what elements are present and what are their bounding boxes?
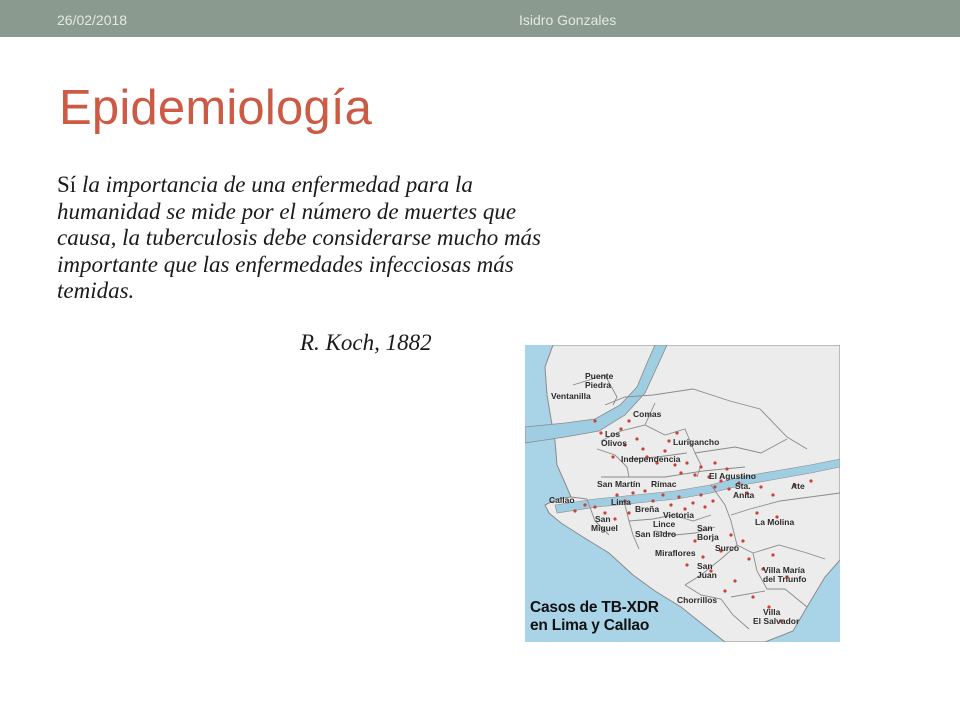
label-lima: Lima bbox=[611, 497, 631, 507]
header-bar bbox=[0, 0, 960, 37]
label-villa-maria-1: Villa María bbox=[763, 565, 805, 575]
label-rimac: Rímac bbox=[651, 479, 677, 489]
label-lurigancho: Lurigancho bbox=[673, 437, 720, 447]
map-graphic bbox=[525, 345, 840, 642]
label-villa-salvador-2: El Salvador bbox=[753, 616, 800, 626]
label-san-miguel-2: Miguel bbox=[591, 523, 618, 533]
label-brena: Breña bbox=[635, 504, 660, 514]
label-lince: Lince bbox=[653, 519, 676, 529]
label-miraflores: Miraflores bbox=[655, 548, 696, 558]
map-caption-line1: Casos de TB-XDR bbox=[530, 599, 659, 616]
label-villa-maria-2: del Triunfo bbox=[763, 574, 807, 584]
label-san-miguel-1: San bbox=[595, 514, 611, 524]
label-los-olivos-2: Olivos bbox=[601, 438, 627, 448]
label-los-olivos-1: Los bbox=[605, 429, 621, 439]
label-villa-salvador-1: Villa bbox=[763, 607, 781, 617]
label-comas: Comas bbox=[633, 409, 662, 419]
label-ate: Ate bbox=[791, 481, 805, 491]
slide-author: Isidro Gonzales bbox=[519, 12, 617, 28]
label-san-borja-2: Borja bbox=[697, 532, 719, 542]
label-puente-piedra-2: Piedra bbox=[585, 380, 611, 390]
label-sta-anita-1: Sta. bbox=[735, 481, 751, 491]
slide-date: 26/02/2018 bbox=[57, 12, 128, 28]
map-caption-line2: en Lima y Callao bbox=[530, 617, 650, 634]
label-san-isidro: San Isidro bbox=[635, 529, 677, 539]
lima-callao-map bbox=[525, 345, 840, 642]
label-ventanilla: Ventanilla bbox=[551, 391, 591, 401]
quote-lead: Sí bbox=[57, 172, 77, 197]
label-san-juan-1: San bbox=[697, 561, 713, 571]
label-chorrillos: Chorrillos bbox=[677, 595, 718, 605]
koch-quote bbox=[57, 172, 557, 305]
slide-title: Epidemiología bbox=[59, 81, 373, 135]
label-victoria: Victoria bbox=[663, 510, 695, 520]
label-surco: Surco bbox=[715, 543, 740, 553]
map-caption bbox=[530, 599, 659, 635]
label-puente-piedra-1: Puente bbox=[585, 371, 614, 381]
label-callao: Callao bbox=[549, 495, 575, 505]
label-la-molina: La Molina bbox=[755, 517, 795, 527]
label-el-agustino: El Agustino bbox=[709, 471, 756, 481]
quote-body: la importancia de una enfermedad para la humanidad se mide por el número de muertes que causa, la tuberculosis debe considerarse mucho más importante que las enfermedades infecciosas más temidas. bbox=[57, 172, 541, 303]
label-san-borja-1: San bbox=[697, 523, 713, 533]
label-san-martin: San Martín bbox=[597, 479, 641, 489]
quote-attribution: R. Koch, 1882 bbox=[300, 330, 432, 355]
label-sta-anita-2: Anita bbox=[733, 490, 755, 500]
label-independencia: Independencia bbox=[621, 454, 681, 464]
label-san-juan-2: Juan bbox=[697, 570, 717, 580]
